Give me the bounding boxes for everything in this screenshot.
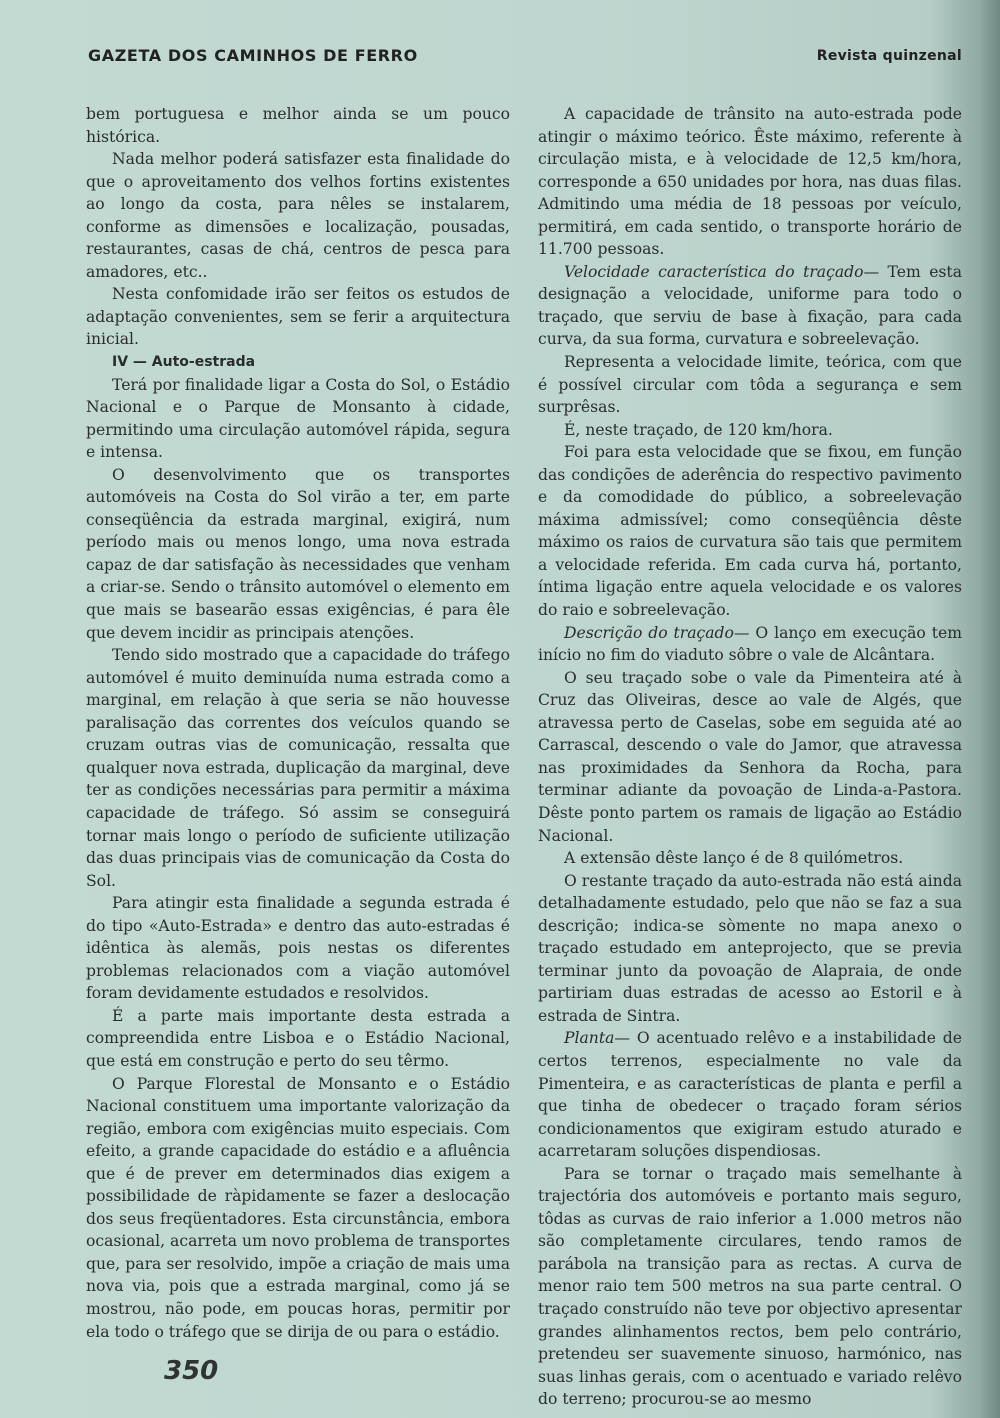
paragraph: Para atingir esta finalidade a segunda estrada é do tipo «Auto-Estrada» e dentro das auto-estradas é idêntica às alemãs, pois nestas os diferentes problemas relacionados com a viação automóvel foram devidamente estudados e resolvidos. (86, 894, 510, 1003)
journal-subtitle: Revista quinzenal (816, 48, 962, 64)
paragraph: É a parte mais importante desta estrada a compreendida entre Lisboa e o Estádio Nacional, que está em construção e perto do seu têrmo. (86, 1006, 510, 1070)
right-column (538, 103, 962, 1411)
journal-title: GAZETA DOS CAMINHOS DE FERRO (88, 46, 418, 65)
paragraph (538, 622, 962, 667)
left-column (86, 103, 510, 1343)
paragraph: O desenvolvimento que os transportes automóveis na Costa do Sol virão a ter, em parte conseqüência da estrada marginal, exigirá, num período mais ou menos longo, uma nova estrada capaz de dar satisfação às necessidades que venham a criar-se. Sendo o trânsito automóvel o elemento em que mais se basearão essas exigências, é para êle que devem incidir as principais atenções. (86, 465, 510, 642)
paragraph: Foi para esta velocidade que se fixou, em função das condições de aderência do respectivo pavimento e da comodidade do público, a sobreelevação máxima admissível; como conseqüência dêste máximo os raios de curvatura são tais que permitem a velocidade referida. Em cada curva há, portanto, íntima ligação entre aquela velocidade e os valores do raio e sobreelevação. (538, 443, 962, 620)
running-header (88, 46, 962, 70)
paragraph: A capacidade de trânsito na auto-estrada pode atingir o máximo teórico. Êste máximo, referente à circulação mista, e à velocidade de 12,5 km/hora, corresponde a 650 unidades por hora, nas duas filas. Admitindo uma média de 18 pessoas por veículo, permitirá, em cada sentido, o transporte horário de 11.700 pessoas. (538, 105, 962, 259)
paragraph: Tendo sido mostrado que a capacidade do tráfego automóvel é muito deminuída numa estrada como a marginal, em relação à que seria se não houvesse paralisação das correntes dos veículos quando se cruzam outras vias de comunicação, ressalta que qualquer nova estrada, duplicação da marginal, deve ter as condições necessárias para permitir a máxima capacidade de tráfego. Só assim se conseguirá tornar mais longo o período de suficiente utilização das duas principais vias de comunicação da Costa do Sol. (86, 646, 510, 890)
paragraph: Terá por finalidade ligar a Costa do Sol, o Estádio Nacional e o Parque de Monsanto à cidade, permitindo uma circulação automóvel rápida, segura e intensa. (86, 375, 510, 462)
paragraph-body: — Tem esta designação a velocidade, uniforme para todo o traçado, que serviu de base à fixação, para cada curva, da sua forma, curvatura e sobreelevação. (538, 262, 962, 349)
paragraph: É, neste traçado, de 120 km/hora. (564, 420, 833, 439)
paragraph-body: — O acentuado relêvo e a instabilidade de certos terrenos, especialmente no vale da Pimenteira, e as características de planta e perfil a que tinha de obedecer o traçado foram sérios condicionamentos que exigiram estudo aturado e acarretaram soluções dispendiosas. (538, 1029, 962, 1161)
paragraph (538, 1027, 962, 1162)
paragraph: O restante traçado da auto-estrada não está ainda detalhadamente estudado, pelo que não se faz a sua descrição; indica-se sòmente no mapa anexo o traçado estudado em anteprojecto, que se previa terminar junto da povoação de Alapraia, de onde partiriam duas estradas de acesso ao Estoril e à estrada de Sintra. (538, 871, 962, 1025)
paragraph: Para se tornar o traçado mais semelhante à trajectória dos automóveis e portanto mais seguro, tôdas as curvas de raio inferior a 1.000 metros não são completamente circulares, tendo ramos de parábola na transição para as rectas. A curva de menor raio tem 500 metros na sua parte central. O traçado construído não teve por objectivo apresentar grandes alinhamentos rectos, bem pelo contrário, pretendeu ser suavemente sinuoso, harmónico, nas suas linhas gerais, com o acentuado e variado relêvo do terreno; procurou-se ao mesmo (538, 1164, 962, 1409)
paragraph-lead: Planta (564, 1029, 615, 1048)
page-number: 350 (164, 1356, 219, 1386)
paragraph: A extensão dêste lanço é de 8 quilómetros. (564, 849, 904, 868)
paragraph: O Parque Florestal de Monsanto e o Estádio Nacional constituem uma importante valorização da região, embora com exigências muito especiais. Com efeito, a grande capacidade do estádio e a afluência que é de prever em determinados dias exigem a possibilidade de ràpidamente se fazer a deslocação dos seus freqüentadores. Esta circunstância, embora ocasional, acarreta um novo problema de transportes que, para ser resolvido, impõe a criação de mais uma nova via, pois que a estrada marginal, como já se mostrou, não pode, em poucas horas, permitir por ela todo o tráfego que se dirija de ou para o estádio. (86, 1074, 511, 1341)
paragraph-body: — O lanço em execução tem início no fim do viaduto sôbre o vale de Alcântara. (538, 623, 962, 665)
paragraph-lead: Descrição do traçado (564, 623, 734, 642)
paragraph: Representa a velocidade limite, teórica, com que é possível circular com tôda a segurança e sem surprêsas. (538, 353, 962, 417)
paragraph: O seu traçado sobe o vale da Pimenteira até à Cruz das Oliveiras, desce ao vale de Algés, que atravessa perto de Caselas, sobe em seguida até ao Carrascal, descendo o vale do Jamor, que atravessa nas proximidades da Senhora da Rocha, para terminar adiante da povoação de Linda-a-Pastora. Dêste ponto partem os ramais de ligação ao Estádio Nacional. (538, 668, 962, 845)
paragraph: bem portuguesa e melhor ainda se um pouco histórica. (86, 105, 510, 146)
paragraph (538, 261, 962, 351)
paragraph-lead: Velocidade característica do traçado (564, 262, 864, 281)
paragraph: Nesta confomidade irão ser feitos os estudos de adaptação convenientes, sem se ferir a arquitectura inicial. (86, 285, 510, 349)
paragraph: Nada melhor poderá satisfazer esta finalidade do que o aproveitamento dos velhos fortins existentes ao longo da costa, para nêles se instalarem, conforme as dimensões e localização, pousadas, restaurantes, casas de chá, centros de pesca para amadores, etc.. (86, 150, 510, 281)
section-heading: IV — Auto-estrada (112, 354, 256, 371)
